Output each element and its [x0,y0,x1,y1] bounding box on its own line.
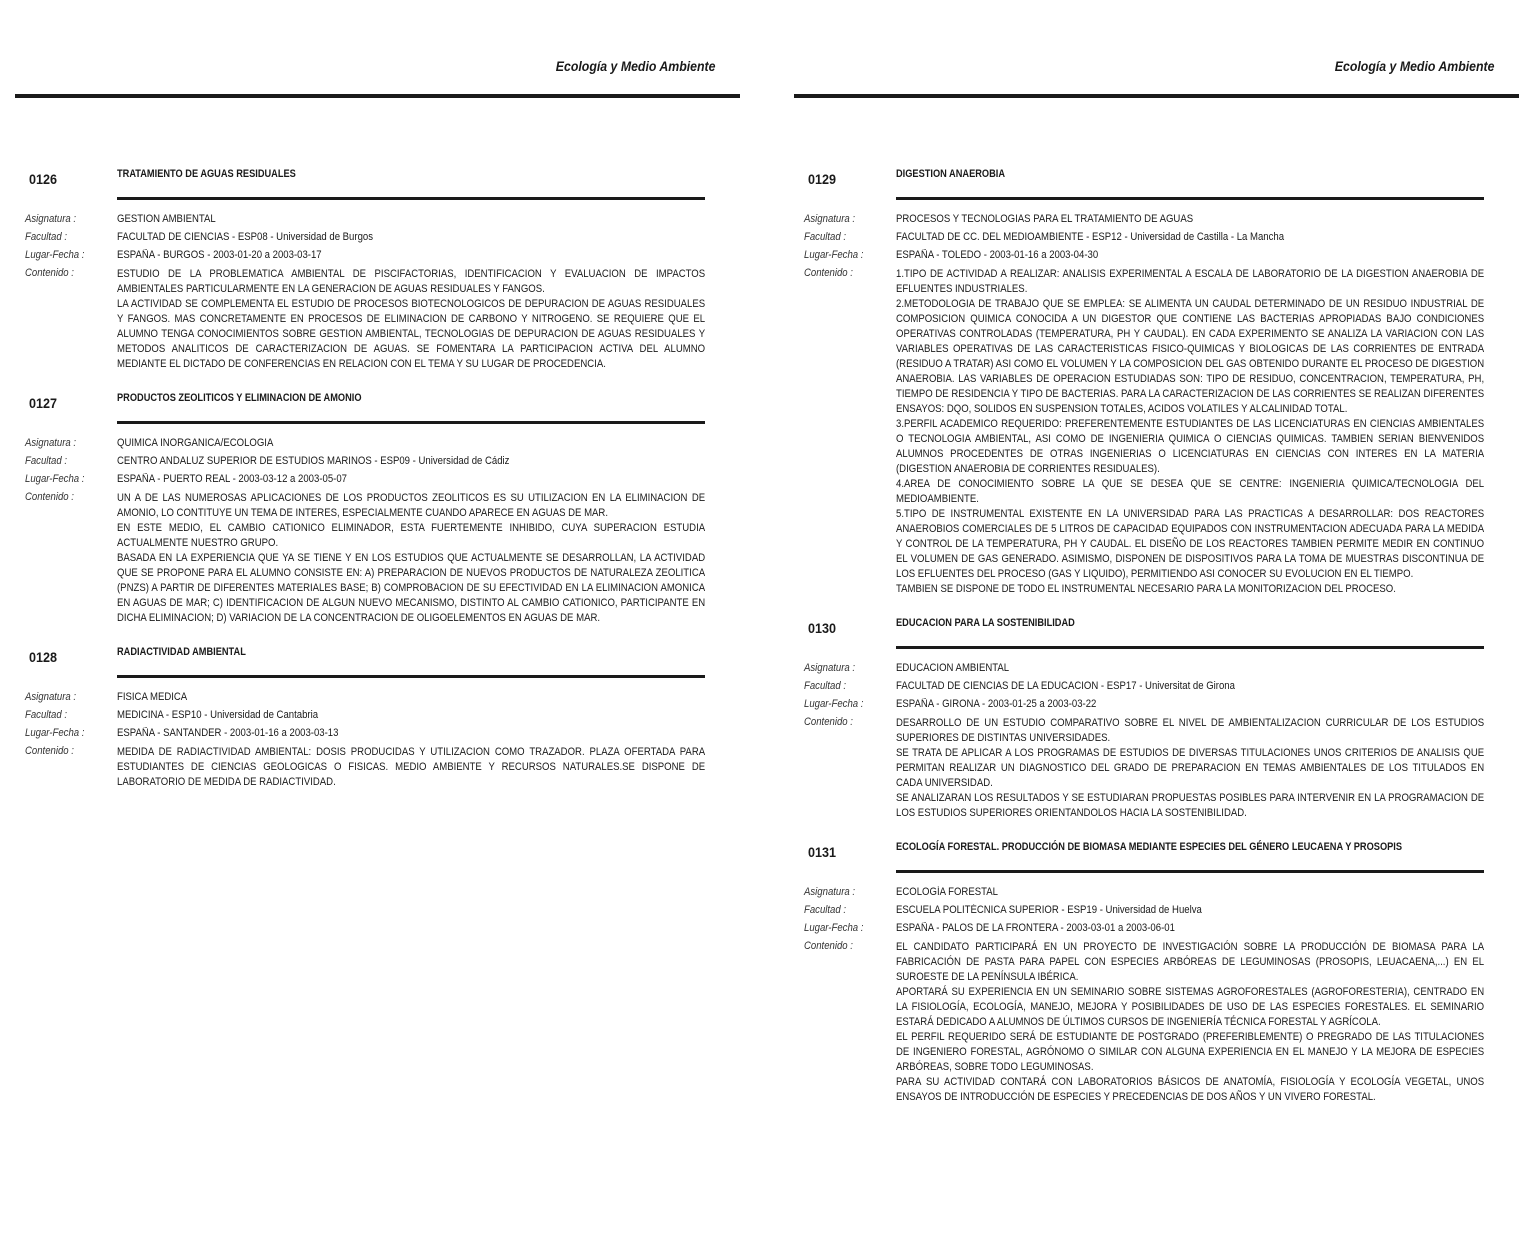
field-label: Contenido : [804,267,853,279]
content-paragraph: TAMBIEN SE DISPONE DE TODO EL INSTRUMENTAL NECESARIO PARA LA MONITORIZACION DEL PROCESO. [896,583,1396,595]
field-label: Facultad : [25,709,68,721]
entry-header [25,646,705,675]
page-header: Ecología y Medio Ambiente [556,58,716,74]
entry-title: PRODUCTOS ZEOLITICOS Y ELIMINACION DE AMONIO [117,392,362,404]
field-value: FACULTAD DE CC. DEL MEDIOAMBIENTE - ESP12 - Universidad de Castilla - La Mancha [896,231,1285,243]
entry-code: 0129 [808,171,837,187]
field-label: Lugar-Fecha : [25,249,85,261]
entry-code: 0128 [29,649,58,665]
field-asignatura [25,437,705,449]
field-value: ECOLOGÍA FORESTAL [896,886,998,898]
page-header: Ecología y Medio Ambiente [1335,58,1495,74]
entry-header [804,168,1484,197]
entry-rule [896,197,1484,200]
field-contenido [25,267,705,372]
field-value: ESPAÑA - SANTANDER - 2003-01-16 a 2003-03-13 [117,727,339,739]
course-entry [25,392,705,626]
field-facultad [804,904,1484,916]
field-value: ESCUELA POLITÉCNICA SUPERIOR - ESP19 - Universidad de Huelva [896,904,1202,916]
field-lugar-fecha [25,473,705,485]
field-value: QUIMICA INORGANICA/ECOLOGIA [117,437,274,449]
field-label: Contenido : [25,491,74,503]
course-entry [804,168,1484,597]
field-label: Facultad : [804,231,847,243]
content-paragraph: 5.TIPO DE INSTRUMENTAL EXISTENTE EN LA UNIVERSIDAD PARA LAS PRACTICAS A DESARROLLAR: DOS REACTORES ANAEROBIOS COMERCIALES DE 5 LITROS DE CAPACIDAD EQUIPADOS CON INSTRUMENTACION ADECUADA PARA LA MEDIDA Y CONTROL DE LA TEMPERATURA, PH Y CAUDAL. EL DISEÑO DE LOS REACTORES TAMBIEN PERMITE MEDIR EN CONTINUO EL VOLUMEN DE GAS GENERADO. ASIMISMO, DISPONEN DE DISPOSITIVOS PARA LA TOMA DE MUESTRAS DISCONTINUA DE LOS EFLUENTES DEL PROCESO (GAS Y LIQUIDO), PERMITIENDO ASI CONOCER SU EVOLUCION EN EL TIEMPO. [896,508,1484,580]
content-paragraph: 1.TIPO DE ACTIVIDAD A REALIZAR: ANALISIS EXPERIMENTAL A ESCALA DE LABORATORIO DE LA DIGESTION ANAEROBIA DE EFLUENTES INDUSTRIALES. [896,268,1484,295]
header-rule [15,94,740,98]
field-value: MEDICINA - ESP10 - Universidad de Cantabria [117,709,319,721]
course-entry [25,168,705,372]
content-paragraph: EL CANDIDATO PARTICIPARÁ EN UN PROYECTO DE INVESTIGACIÓN SOBRE LA PRODUCCIÓN DE BIOMASA PARA LA FABRICACIÓN DE PASTA PARA PAPEL CON ESPECIES ARBÓREAS DE LEGUMINOSAS (PROSOPIS, LEUACAENA,...) EN EL SUROESTE DE LA PENÍNSULA IBÉRICA. [896,941,1484,983]
field-value: ESPAÑA - PALOS DE LA FRONTERA - 2003-03-01 a 2003-06-01 [896,922,1175,934]
content-paragraph: EN ESTE MEDIO, EL CAMBIO CATIONICO ELIMINADOR, ESTA FUERTEMENTE INHIBIDO, CUYA SUPERACION ESTUDIA ACTUALMENTE NUESTRO GRUPO. [117,522,705,549]
field-contenido [804,267,1484,597]
entries-list [25,168,705,810]
field-lugar-fecha [25,727,705,739]
content-paragraph: UN A DE LAS NUMEROSAS APLICACIONES DE LOS PRODUCTOS ZEOLITICOS ES SU UTILIZACION EN LA ELIMINACION DE AMONIO, LO CONTITUYE UN TEMA DE INTERES, ESPECIALMENTE CUANDO APARECE EN AGUAS DE MAR. [117,492,705,519]
entry-code: 0131 [808,844,837,860]
entry-title: DIGESTION ANAEROBIA [896,168,1006,180]
content-paragraph: MEDIDA DE RADIACTIVIDAD AMBIENTAL: DOSIS PRODUCIDAS Y UTILIZACION COMO TRAZADOR. PLAZA OFERTADA PARA ESTUDIANTES DE CIENCIAS GEOLOGICAS O FISICAS. MEDIO AMBIENTE Y RECURSOS NATURALES.SE DISPONE DE LABORATORIO DE MEDIDA DE RADIACTIVIDAD. [117,746,705,788]
field-value: GESTION AMBIENTAL [117,213,216,225]
content-body [896,267,1484,597]
content-paragraph: SE ANALIZARAN LOS RESULTADOS Y SE ESTUDIARAN PROPUESTAS POSIBLES PARA INTERVENIR EN LA PROGRAMACION DE LOS ESTUDIOS SUPERIORES ORIENTANDOLOS HACIA LA SOSTENIBILIDAD. [896,792,1484,819]
field-facultad [804,231,1484,243]
field-value: FACULTAD DE CIENCIAS DE LA EDUCACION - ESP17 - Universitat de Girona [896,680,1235,692]
field-label: Facultad : [804,680,847,692]
field-label: Asignatura : [25,213,77,225]
course-entry [804,841,1484,1105]
field-label: Lugar-Fecha : [804,698,864,710]
entry-rule [117,197,705,200]
entry-title: EDUCACION PARA LA SOSTENIBILIDAD [896,617,1075,629]
field-asignatura [804,213,1484,225]
course-entry [804,617,1484,821]
field-label: Lugar-Fecha : [25,727,85,739]
content-body [117,267,705,372]
field-label: Contenido : [804,716,853,728]
entry-header [804,841,1484,870]
content-body [896,940,1484,1105]
field-label: Lugar-Fecha : [25,473,85,485]
entry-rule [117,675,705,678]
field-value: ESPAÑA - TOLEDO - 2003-01-16 a 2003-04-30 [896,249,1099,261]
entry-title: RADIACTIVIDAD AMBIENTAL [117,646,246,658]
field-label: Contenido : [25,267,74,279]
field-facultad [804,680,1484,692]
field-lugar-fecha [804,698,1484,710]
entry-code: 0126 [29,171,58,187]
field-value: FACULTAD DE CIENCIAS - ESP08 - Universidad de Burgos [117,231,373,243]
field-lugar-fecha [25,249,705,261]
field-asignatura [25,691,705,703]
content-paragraph: BASADA EN LA EXPERIENCIA QUE YA SE TIENE Y EN LOS ESTUDIOS QUE ACTUALMENTE SE DESARROLLAN, LA ACTIVIDAD QUE SE PROPONE PARA EL ALUMNO CONSISTE EN: A) PREPARACION DE NUEVOS PRODUCTOS DE NATURALEZA ZEOLITICA (PNZS) A PARTIR DE DIFERENTES MATERIALES BASE; B) COMPROBACION DE SU EFECTIVIDAD EN LA ELIMINACION AMONICA EN AGUAS DE MAR; C) IDENTIFICACION DE ALGUN NUEVO MECANISMO, DISTINTO AL CAMBIO CATIONICO, PARTICIPANTE EN DICHA ELIMINACION; D) VARIACION DE LA CONCENTRACION DE OLIGOELEMENTOS EN AGUAS DE MAR. [117,552,705,624]
field-label: Asignatura : [804,886,856,898]
entry-rule [896,870,1484,873]
content-paragraph: EL PERFIL REQUERIDO SERÁ DE ESTUDIANTE DE POSTGRADO (PREFERIBLEMENTE) O PREGRADO DE LAS TITULACIONES DE INGENIERO FORESTAL, AGRÓNOMO O SIMILAR CON ALGUNA EXPERIENCIA EN EL MANEJO Y LA MEJORA DE ESPECIES ARBÓREAS, SOBRE TODO LEGUMINOSAS. [896,1031,1484,1073]
entries-list [804,168,1484,1125]
field-facultad [25,709,705,721]
entry-rule [117,421,705,424]
field-facultad [25,455,705,467]
content-body [117,745,705,790]
entry-header [25,168,705,197]
content-paragraph: SE TRATA DE APLICAR A LOS PROGRAMAS DE ESTUDIOS DE DIVERSAS TITULACIONES UNOS CRITERIOS DE ANALISIS QUE PERMITAN REALIZAR UN DIAGNOSTICO DEL GRADO DE PREPARACION EN TEMAS AMBIENTALES DE LOS TITULADOS EN CADA UNIVERSIDAD. [896,747,1484,789]
content-paragraph: LA ACTIVIDAD SE COMPLEMENTA EL ESTUDIO DE PROCESOS BIOTECNOLOGICOS DE DEPURACION DE AGUAS RESIDUALES Y FANGOS. MAS CONCRETAMENTE EN PROCESOS DE ELIMINACION DE CARBONO Y NITROGENO. SE REQUIERE QUE EL ALUMNO TENGA CONOCIMIENTOS SOBRE GESTION AMBIENTAL, TECNOLOGIAS DE DEPURACION DE AGUAS RESIDUALES Y METODOS ANALITICOS DE CARACTERIZACION DE AGUAS. SE FOMENTARA LA PARTICIPACION ACTIVA DEL ALUMNO MEDIANTE EL DICTADO DE CONFERENCIAS EN RELACION CON EL TEMA Y SU LUGAR DE PROCEDENCIA. [117,298,705,370]
field-value: FISICA MEDICA [117,691,188,703]
content-body [117,491,705,626]
field-facultad [25,231,705,243]
content-body [896,716,1484,821]
entry-header [804,617,1484,646]
field-lugar-fecha [804,922,1484,934]
field-asignatura [804,886,1484,898]
field-value: ESPAÑA - PUERTO REAL - 2003-03-12 a 2003-05-07 [117,473,347,485]
field-contenido [25,745,705,790]
field-value: CENTRO ANDALUZ SUPERIOR DE ESTUDIOS MARINOS - ESP09 - Universidad de Cádiz [117,455,510,467]
field-asignatura [804,662,1484,674]
field-value: ESPAÑA - BURGOS - 2003-01-20 a 2003-03-17 [117,249,322,261]
field-value: PROCESOS Y TECNOLOGIAS PARA EL TRATAMIENTO DE AGUAS [896,213,1194,225]
entry-title: TRATAMIENTO DE AGUAS RESIDUALES [117,168,296,180]
field-label: Asignatura : [25,437,77,449]
field-label: Facultad : [804,904,847,916]
field-label: Facultad : [25,455,68,467]
content-paragraph: ESTUDIO DE LA PROBLEMATICA AMBIENTAL DE PISCIFACTORIAS, IDENTIFICACION Y EVALUACION DE IMPACTOS AMBIENTALES PARTICULARMENTE EN LA GENERACION DE AGUAS RESIDUALES Y FANGOS. [117,268,705,295]
field-label: Asignatura : [804,213,856,225]
entry-code: 0130 [808,620,837,636]
field-label: Lugar-Fecha : [804,249,864,261]
header-rule [794,94,1519,98]
field-label: Contenido : [25,745,74,757]
content-paragraph: 2.METODOLOGIA DE TRABAJO QUE SE EMPLEA: SE ALIMENTA UN CAUDAL DETERMINADO DE UN RESIDUO INDUSTRIAL DE COMPOSICION QUIMICA CONOCIDA A UN DIGESTOR QUE CONTIENE LAS BACTERIAS APROPIADAS BAJO CONDICIONES OPERATIVAS CONTROLADAS (TEMPERATURA, PH Y CAUDAL). EN CADA EXPERIMENTO SE ANALIZA LA VARIACION CON LAS VARIABLES OPERATIVAS DE LAS CARACTERISTICAS FISICO-QUIMICAS Y BIOLOGICAS DE LAS CORRIENTES DE ENTRADA (RESIDUO A TRATAR) ASI COMO EL VOLUMEN Y LA COMPOSICION DEL GAS OBTENIDO DURANTE EL PROCESO DE DIGESTION ANAEROBIA. LAS VARIABLES DE OPERACION ESTUDIADAS SON: TIPO DE RESIDUO, CONCENTRACION, TEMPERATURA, PH, TIEMPO DE RESIDENCIA Y TIPO DE BACTERIAS. PARA LA CARACTERIZACION DE LAS CORRIENTES SE REALIZAN DIFERENTES ENSAYOS: DQO, SOLIDOS EN SUSPENSION TOTALES, ACIDOS VOLATILES Y ALCALINIDAD TOTAL. [896,298,1484,415]
field-label: Asignatura : [804,662,856,674]
field-contenido [804,716,1484,821]
field-label: Lugar-Fecha : [804,922,864,934]
field-asignatura [25,213,705,225]
field-value: EDUCACION AMBIENTAL [896,662,1010,674]
entry-rule [896,646,1484,649]
field-lugar-fecha [804,249,1484,261]
content-paragraph: APORTARÁ SU EXPERIENCIA EN UN SEMINARIO SOBRE SISTEMAS AGROFORESTALES (AGROFORESTERIA), CENTRADO EN LA FISIOLOGÍA, ECOLOGÍA, MANEJO, MEJORA Y POSIBILIDADES DE USO DE LAS ESPECIES FORESTALES. EL SEMINARIO ESTARÁ DEDICADO A ALUMNOS DE ÚLTIMOS CURSOS DE INGENIERÍA TÉCNICA FORESTAL Y AGRÍCOLA. [896,986,1484,1028]
entry-header [25,392,705,421]
field-contenido [804,940,1484,1105]
entry-code: 0127 [29,395,58,411]
field-label: Contenido : [804,940,853,952]
field-label: Facultad : [25,231,68,243]
content-paragraph: DESARROLLO DE UN ESTUDIO COMPARATIVO SOBRE EL NIVEL DE AMBIENTALIZACION CURRICULAR DE LOS ESTUDIOS SUPERIORES DE DISTINTAS UNIVERSIDADES. [896,717,1484,744]
field-label: Asignatura : [25,691,77,703]
content-paragraph: 4.AREA DE CONOCIMIENTO SOBRE LA QUE SE DESEA QUE SE CENTRE: INGENIERIA QUIMICA/TECNOLOGIA DEL MEDIOAMBIENTE. [896,478,1484,505]
field-value: ESPAÑA - GIRONA - 2003-01-25 a 2003-03-22 [896,698,1097,710]
content-paragraph: 3.PERFIL ACADEMICO REQUERIDO: PREFERENTEMENTE ESTUDIANTES DE LAS LICENCIATURAS EN CIENCIAS AMBIENTALES O TECNOLOGIA AMBIENTAL, ASI COMO DE INGENIERIA QUIMICA O CIENCIAS QUIMICAS. TAMBIEN SERIAN BIENVENIDOS ALUMNOS PROCEDENTES DE OTRAS INGENIERIAS O LICENCIATURAS EN CIENCIAS CON INTERES EN LA MATERIA (DIGESTION ANAEROBIA DE CORRIENTES RESIDUALES). [896,418,1484,475]
field-contenido [25,491,705,626]
course-entry [25,646,705,790]
page-right [766,0,1532,1238]
content-paragraph: PARA SU ACTIVIDAD CONTARÁ CON LABORATORIOS BÁSICOS DE ANATOMÍA, FISIOLOGÍA Y ECOLOGÍA VEGETAL, UNOS ENSAYOS DE INTRODUCCIÓN DE ESPECIES Y PRECEDENCIAS DE DOS AÑOS Y UN VIVERO FORESTAL. [896,1076,1484,1103]
entry-title: ECOLOGÍA FORESTAL. PRODUCCIÓN DE BIOMASA MEDIANTE ESPECIES DEL GÉNERO LEUCAENA Y PROSOPIS [896,841,1403,853]
